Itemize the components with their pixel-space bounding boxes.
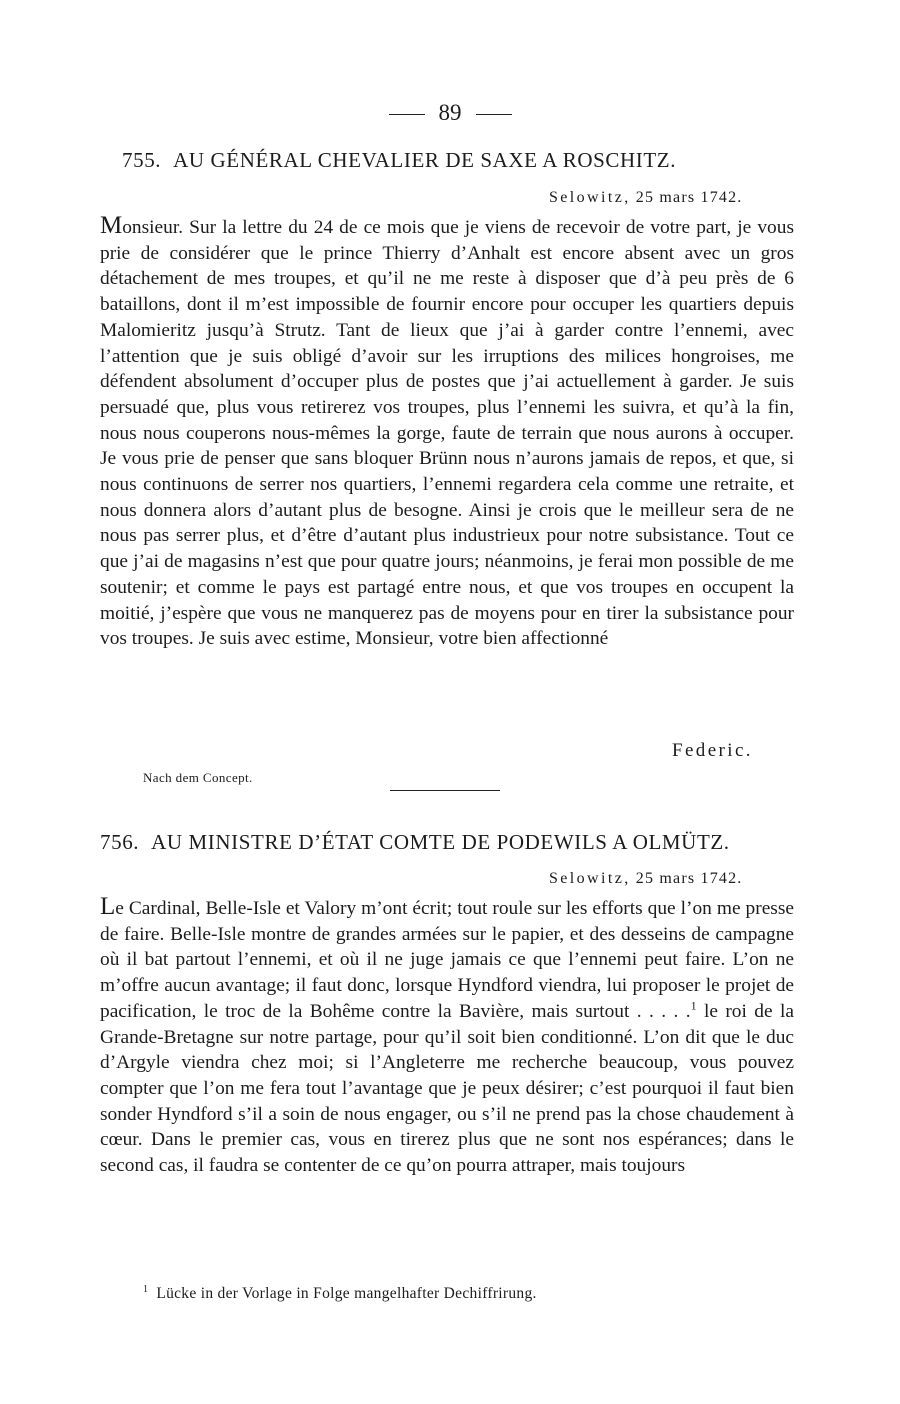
footnote <box>143 1284 537 1303</box>
letter-756-body <box>100 894 794 1179</box>
initial-letter: M <box>100 212 123 239</box>
header-dash-left <box>389 114 425 115</box>
footnote-reference: 1 <box>690 998 697 1013</box>
letter-756-heading <box>100 830 730 855</box>
letter-number: 755. <box>122 148 162 172</box>
letter-755-dateline <box>549 189 743 207</box>
text-gap: . . . . . <box>636 1000 691 1022</box>
letter-date: 25 mars 1742. <box>635 870 743 887</box>
letter-text: e Cardinal, Belle-Isle et Valory m’ont écrit; tout roule sur les efforts que l’on me presse de faire. Belle-Isle montre de grandes armées sur le papier, et des desseins de campagne où il bat partout l’ennemi, et où il ne juge jamais ce que l’ennemi peut faire. L’on ne m’offre aucun avantage; il faut donc, lorsque Hyndford viendra, lui proposer le projet de pacification, le troc de la Bohême contre la Bavière, mais surtout <box>100 898 794 1022</box>
letter-756-dateline <box>549 870 743 888</box>
initial-letter: L <box>100 893 116 920</box>
footnote-number: 1 <box>143 1284 149 1295</box>
letter-text: onsieur. Sur la lettre du 24 de ce mois que je viens de recevoir de votre part, je vous prie de considérer que le prince Thierry d’Anhalt est encore absent avec un gros détachement de mes troupes, et qu’il ne me reste à disposer que d’à peu près de 6 bataillons, dont il m’est impossible de fournir encore pour occuper les quartiers depuis Malomieritz jusqu’à Strutz. Tant de lieux que j’ai à garder contre l’ennemi, avec l’attention que je suis obligé d’avoir sur les irruptions des milices hongroises, me défendent absolument d’occuper plus de postes que j’ai actuellement à garder. Je suis persuadé que, plus vous retirerez vos troupes, plus l’ennemi les suivra, et qu’à la fin, nous nous couperons nous-mêmes la gorge, faute de terrain que nous aurons à occuper. Je vous prie de penser que sans bloquer Brünn nous n’aurons jamais de repos, et que, si nous continuons de serrer nos quartiers, l’ennemi regardera cela comme une retraite, et nous donnera alors d’autant plus de besogne. Ainsi je crois que le meilleur sera de ne nous pas serrer plus, et d’être d’autant plus industrieux pour notre subsistance. Tout ce que j’ai de magasins n’est que pour quatre jours; néanmoins, je ferai mon possible de me soutenir; et comme le pays est partagé entre nous, et que vos troupes en occupent la moitié, j’espère que vous ne manquerez pas de moyens pour en tirer la subsistance pour vos troupes. Je suis avec estime, Monsieur, votre bien affectionné <box>100 217 794 650</box>
page-number: 89 <box>438 100 462 125</box>
section-divider <box>390 790 500 791</box>
letter-number: 756. <box>100 830 140 854</box>
letter-755-body <box>100 213 794 652</box>
header-dash-right <box>476 114 512 115</box>
letter-place: Selowitz, <box>549 189 631 206</box>
page-header <box>0 100 900 126</box>
letter-title: AU GÉNÉRAL CHEVALIER DE SAXE A ROSCHITZ. <box>173 148 677 172</box>
signature: Federic. <box>672 740 753 761</box>
letter-date: 25 mars 1742. <box>635 189 743 206</box>
letter-755-heading <box>122 148 676 173</box>
source-note: Nach dem Concept. <box>143 770 253 785</box>
letter-place: Selowitz, <box>549 870 631 887</box>
footnote-text: Lücke in der Vorlage in Folge mangelhafter Dechiffrirung. <box>156 1285 537 1303</box>
letter-text-continued: le roi de la Grande-Bretagne sur notre partage, pour qu’il soit bien conditionné. L’on dit que le duc d’Argyle viendra chez moi; si l’Angleterre me recherche beaucoup, vous pouvez compter que l’on me fera tout l’avantage que je peux désirer; c’est pourquoi il faut bien sonder Hyndford s’il a soin de nous engager, ou s’il ne prend pas la chose chaudement à cœur. Dans le premier cas, vous en tirerez plus que ne sont nos espérances; dans le second cas, il faudra se contenter de ce qu’on pourra attraper, mais toujours <box>100 1000 794 1177</box>
letter-title: AU MINISTRE D’ÉTAT COMTE DE PODEWILS A OLMÜTZ. <box>151 830 730 854</box>
